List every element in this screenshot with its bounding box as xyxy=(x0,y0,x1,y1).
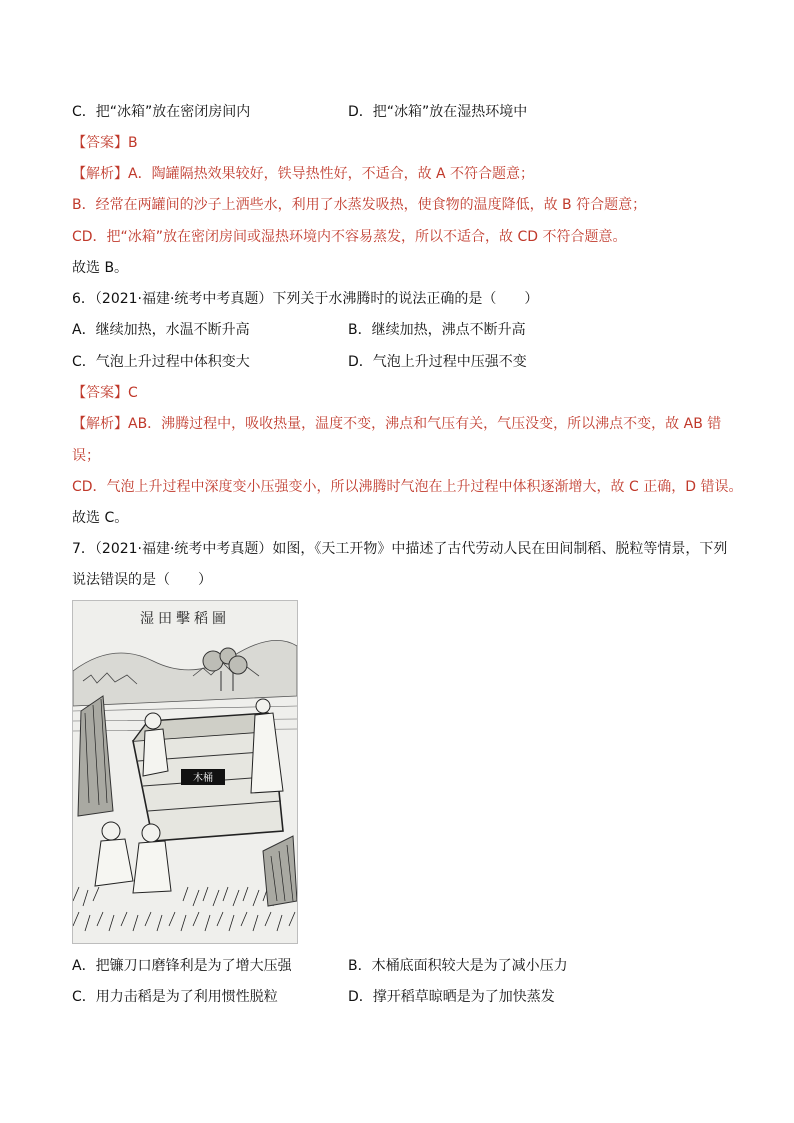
q6-stem: 6．（2021·福建·统考中考真题）下列关于水沸腾时的说法正确的是（ ） xyxy=(72,291,539,307)
q6-conclusion: 故选 C。 xyxy=(72,510,129,526)
analysis-text: A．陶罐隔热效果较好，铁导热性好，不适合，故 A 不符合题意； xyxy=(128,166,535,182)
answer-tag: 【答案】 xyxy=(72,135,128,151)
q5-option-c: C．把“冰箱”放在密闭房间内 xyxy=(72,104,251,120)
analysis-tag: 【解析】 xyxy=(72,416,128,432)
q6-analysis-line-2: CD．气泡上升过程中深度变小压强变小，所以沸腾时气泡在上升过程中体积逐渐增大，故 C 正确，D 错误。 xyxy=(72,479,743,495)
q6-option-c: C．气泡上升过程中体积变大 xyxy=(72,354,250,370)
q6-analysis-line-1-wrap: 误； xyxy=(72,448,100,464)
tub-label: 木桶 xyxy=(193,773,213,784)
q7-option-c: C．用力击稻是为了利用惯性脱粒 xyxy=(72,989,278,1005)
q6-option-d: D．气泡上升过程中压强不变 xyxy=(348,354,527,370)
q5-answer xyxy=(72,133,138,153)
q5-conclusion: 故选 B。 xyxy=(72,260,129,276)
q7-stem-line-1: 7．（2021·福建·统考中考真题）如图，《天工开物》中描述了古代劳动人民在田间制稻、脱粒等情景，下列 xyxy=(72,541,728,557)
answer-value: C xyxy=(128,385,138,401)
figure-title: 湿田擊稻圖 xyxy=(140,611,230,627)
q7-stem-line-2: 说法错误的是（ ） xyxy=(72,572,212,588)
q6-analysis-line-1 xyxy=(72,414,721,434)
q6-option-a: A．继续加热，水温不断升高 xyxy=(72,322,250,338)
q7-option-a: A．把镰刀口磨锋利是为了增大压强 xyxy=(72,958,292,974)
q7-option-d: D．撑开稻草晾晒是为了加快蒸发 xyxy=(348,989,555,1005)
analysis-text: AB．沸腾过程中，吸收热量，温度不变，沸点和气压有关，气压没变，所以沸点不变，故 AB 错 xyxy=(128,416,722,432)
answer-value: B xyxy=(128,135,138,151)
analysis-tag: 【解析】 xyxy=(72,166,128,182)
answer-tag: 【答案】 xyxy=(72,385,128,401)
q5-analysis-line-1 xyxy=(72,164,534,184)
q7-option-b: B．木桶底面积较大是为了减小压力 xyxy=(348,958,568,974)
q6-option-b: B．继续加热，沸点不断升高 xyxy=(348,322,526,338)
q6-answer xyxy=(72,383,138,403)
q5-analysis-line-3: CD．把“冰箱”放在密闭房间或湿热环境内不容易蒸发，所以不适合，故 CD 不符合题意。 xyxy=(72,229,627,245)
q5-option-d: D．把“冰箱”放在湿热环境中 xyxy=(348,104,528,120)
tiangong-kaiwu-illustration xyxy=(72,600,298,944)
q5-analysis-line-2: B．经常在两罐间的沙子上洒些水，利用了水蒸发吸热，使食物的温度降低，故 B 符合题意； xyxy=(72,197,647,213)
